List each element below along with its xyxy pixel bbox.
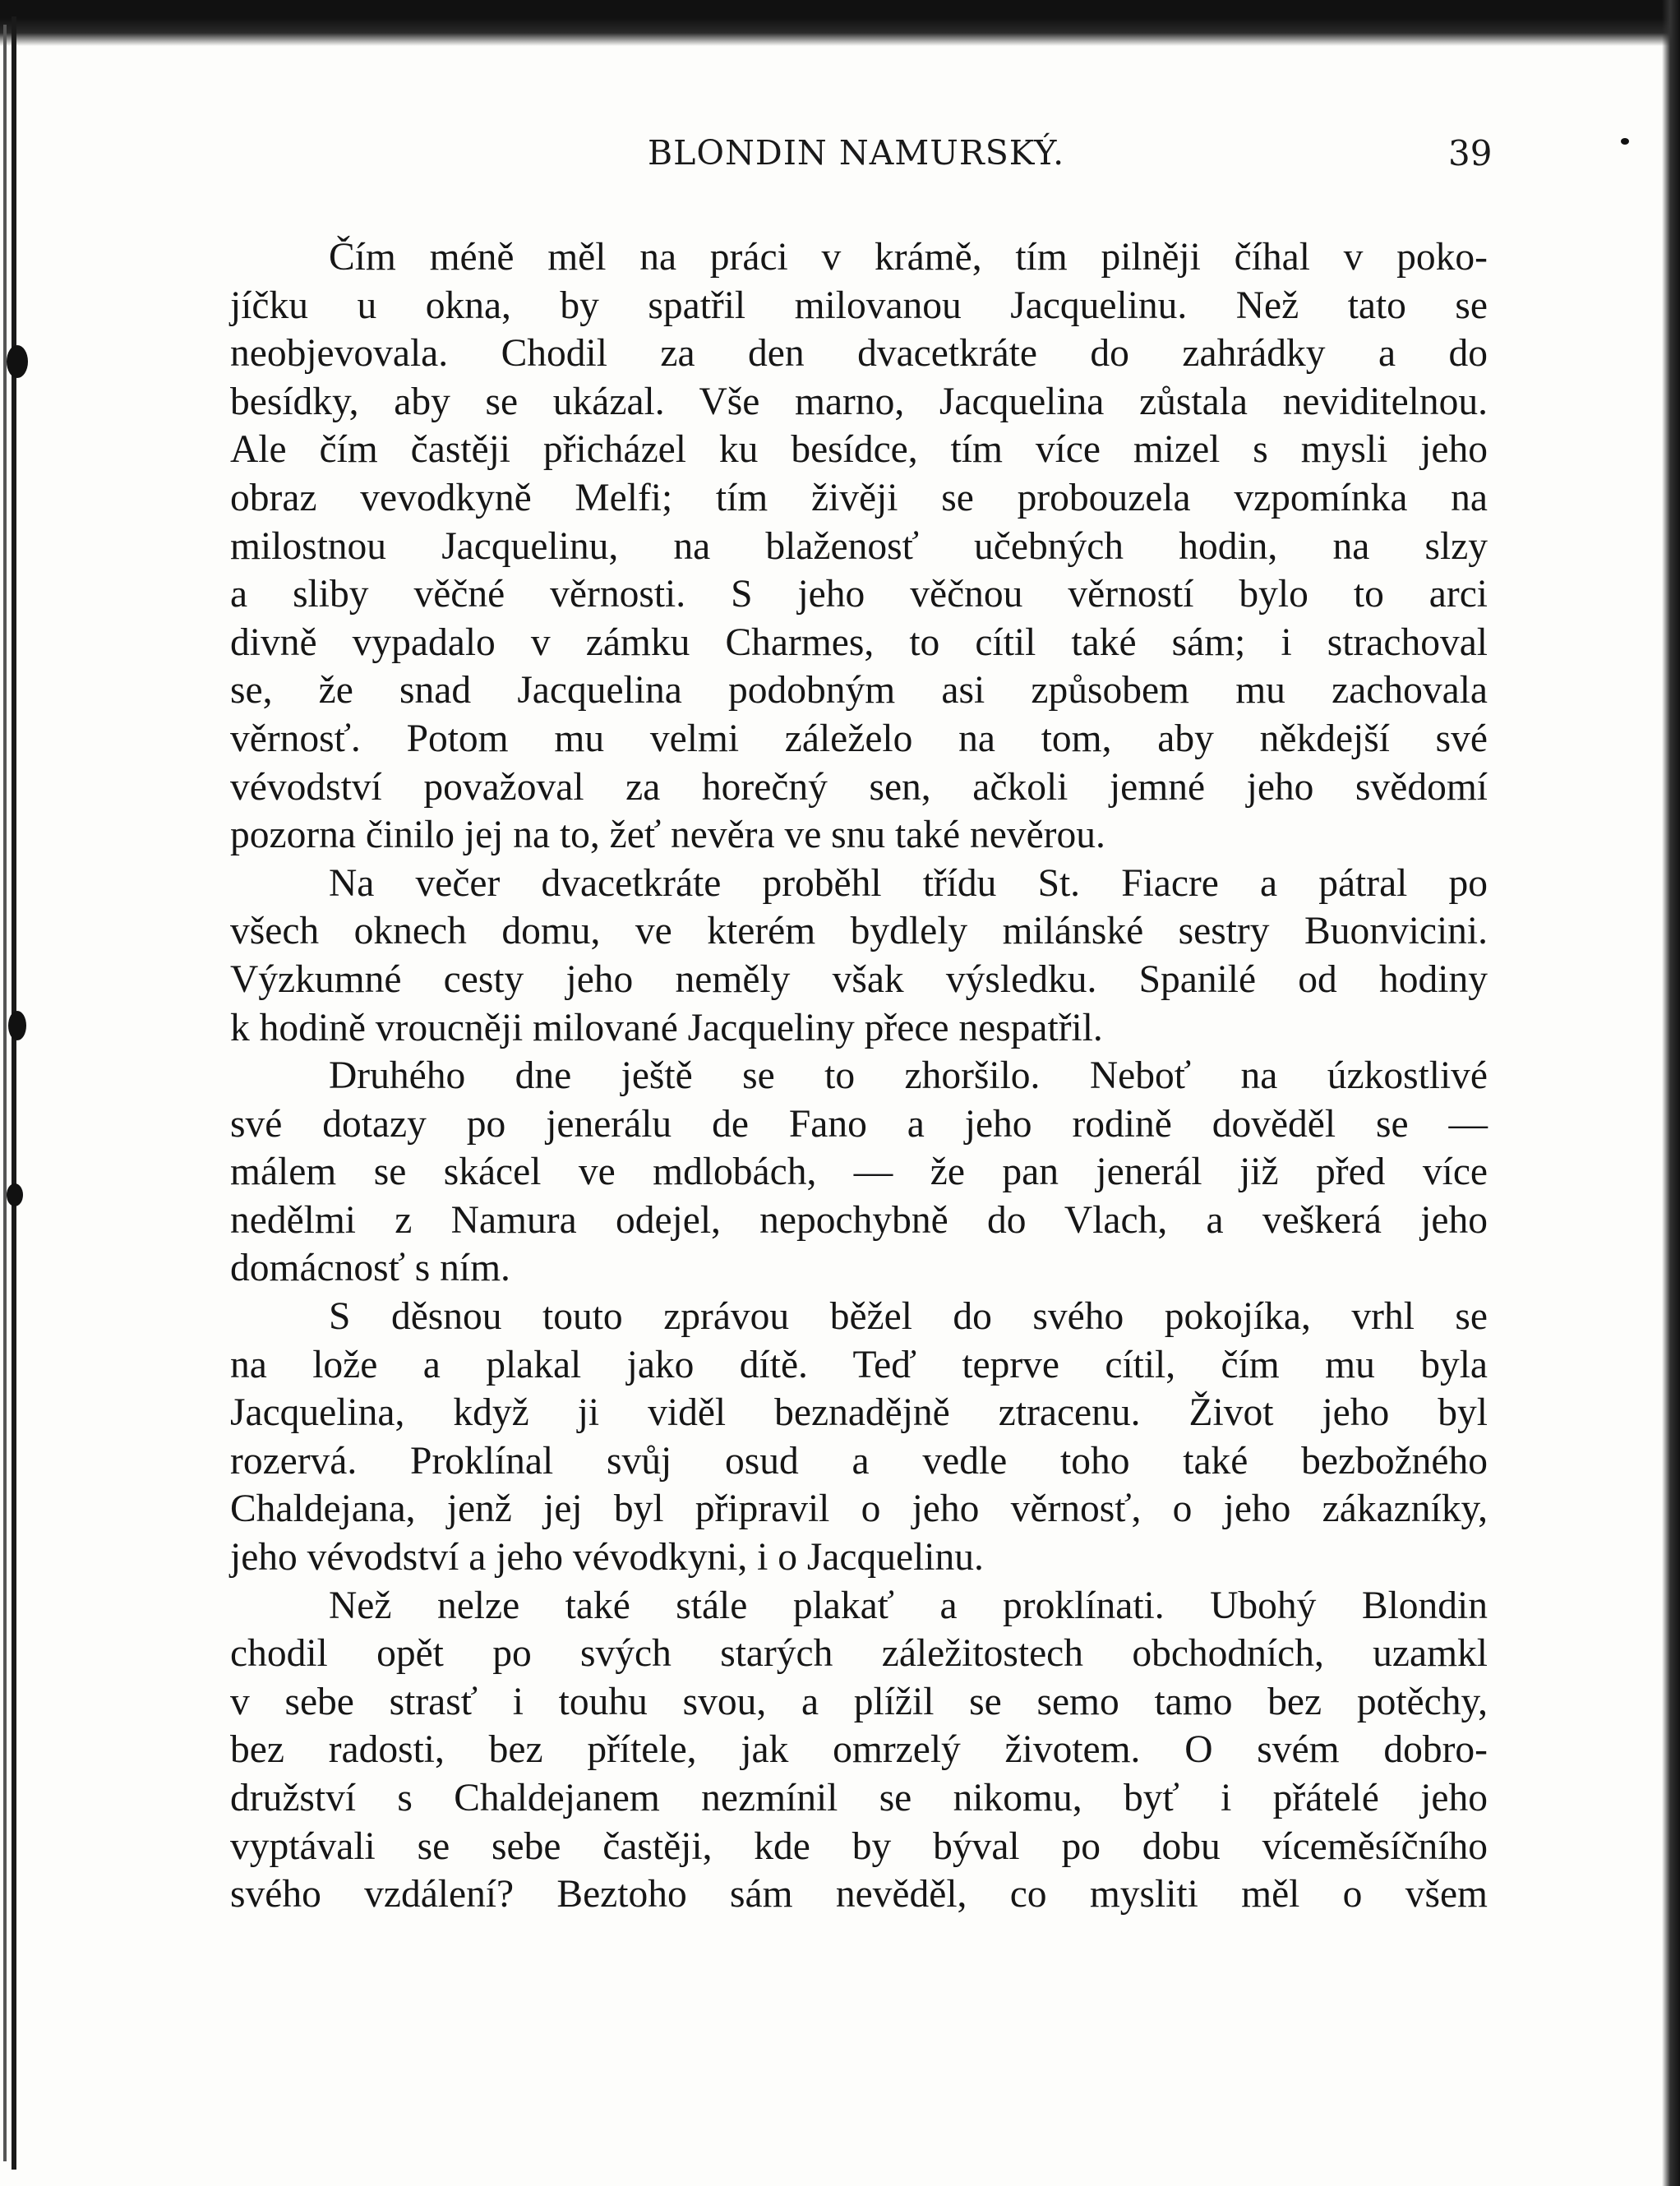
text-line: S děsnou touto zprávou běžel do svého pokojíka, vrhl se bbox=[329, 1295, 1488, 1339]
text-line: málem se skácel ve mdlobách, — že pan jenerál již před více bbox=[230, 1151, 1488, 1194]
text-line: domácnosť s ním. bbox=[230, 1247, 510, 1290]
text-line: jíčku u okna, by spatřil milovanou Jacquelinu. Než tato se bbox=[230, 284, 1488, 327]
page-right-edge bbox=[1662, 0, 1680, 2186]
text-line: Na večer dvacetkráte proběhl třídu St. Fiacre a pátral po bbox=[329, 861, 1488, 905]
text-line: k hodině vroucněji milované Jacqueliny přece nespatřil. bbox=[230, 1006, 1103, 1049]
text-line: věrnosť. Potom mu velmi záleželo na tom, aby někdejší své bbox=[230, 717, 1488, 760]
text-line: bez radosti, bez přítele, jak omrzelý životem. O svém dobro- bbox=[230, 1728, 1488, 1772]
page-left-edge-outer bbox=[3, 25, 7, 2161]
text-line: své dotazy po jenerálu de Fano a jeho rodině dověděl se — bbox=[230, 1102, 1488, 1146]
page-left-edge bbox=[12, 16, 16, 2170]
text-line: chodil opět po svých starých záležitostech obchodních, uzamkl bbox=[230, 1632, 1488, 1676]
text-line: Než nelze také stále plakať a proklínati. Ubohý Blondin bbox=[329, 1584, 1488, 1627]
text-line: vévodství považoval za horečný sen, ačkoli jemné jeho svědomí bbox=[230, 765, 1488, 809]
text-line: se, že snad Jacquelina podobným asi způsobem mu zachovala bbox=[230, 669, 1488, 713]
text-line: Ale čím častěji přicházel ku besídce, tím více mizel s mysli jeho bbox=[230, 428, 1488, 472]
text-line: divně vypadalo v zámku Charmes, to cítil také sám; i strachoval bbox=[230, 620, 1488, 664]
running-header bbox=[0, 123, 1680, 189]
text-line: obraz vevodkyně Melfi; tím živěji se probouzela vzpomínka na bbox=[230, 476, 1488, 519]
ink-blot bbox=[7, 1183, 23, 1206]
ink-blot bbox=[7, 345, 28, 378]
page-top-edge bbox=[0, 0, 1680, 46]
page-number: 39 bbox=[1448, 133, 1493, 173]
text-line: družství s Chaldejanem nezmínil se nikomu, byť i přátelé jeho bbox=[230, 1777, 1488, 1819]
text-line: besídky, aby se ukázal. Vše marno, Jacquelina zůstala neviditelnou. bbox=[230, 380, 1488, 423]
text-line: Jacquelina, když ji viděl beznadějně ztracenu. Život jeho byl bbox=[230, 1391, 1488, 1435]
text-line: pozorna činilo jej na to, žeť nevěra ve snu také nevěrou. bbox=[230, 814, 1105, 857]
text-line: na lože a plakal jako dítě. Teď teprve cítil, čím mu byla bbox=[230, 1343, 1488, 1386]
text-line: jeho vévodství a jeho vévodkyni, i o Jacquelinu. bbox=[230, 1536, 984, 1580]
text-line: nedělmi z Namura odejel, nepochybně do Vlach, a veškerá jeho bbox=[230, 1198, 1488, 1242]
running-title: BLONDIN NAMURSKÝ. bbox=[648, 133, 1065, 173]
ink-blot bbox=[8, 1011, 26, 1040]
text-line: a sliby věčné věrnosti. S jeho věčnou věrností bylo to arci bbox=[230, 573, 1488, 616]
text-line: Druhého dne ještě se to zhoršilo. Neboť na úzkostlivé bbox=[329, 1054, 1488, 1098]
text-line: rozervá. Proklínal svůj osud a vedle toho také bezbožného bbox=[230, 1439, 1488, 1483]
text-line: vyptávali se sebe častěji, kde by býval po dobu víceměsíčního bbox=[230, 1824, 1488, 1868]
text-line: Chaldejana, jenž jej byl připravil o jeho věrnosť, o jeho zákazníky, bbox=[230, 1487, 1488, 1531]
text-line: všech oknech domu, ve kterém bydlely milánské sestry Buonvicini. bbox=[230, 910, 1488, 953]
body-text bbox=[230, 233, 1488, 1919]
text-line: svého vzdálení? Beztoho sám nevěděl, co mysliti měl o všem bbox=[230, 1873, 1488, 1916]
text-line: neobjevovala. Chodil za den dvacetkráte do zahrádky a do bbox=[230, 332, 1488, 376]
text-line: Čím méně měl na práci v krámě, tím pilněji číhal v poko- bbox=[329, 236, 1488, 279]
text-line: v sebe strasť i touhu svou, a plížil se semo tamo bez potěchy, bbox=[230, 1680, 1488, 1723]
text-line: milostnou Jacquelinu, na blaženosť učebných hodin, na slzy bbox=[230, 524, 1488, 568]
text-line: Výzkumné cesty jeho neměly však výsledku. Spanilé od hodiny bbox=[230, 957, 1488, 1001]
